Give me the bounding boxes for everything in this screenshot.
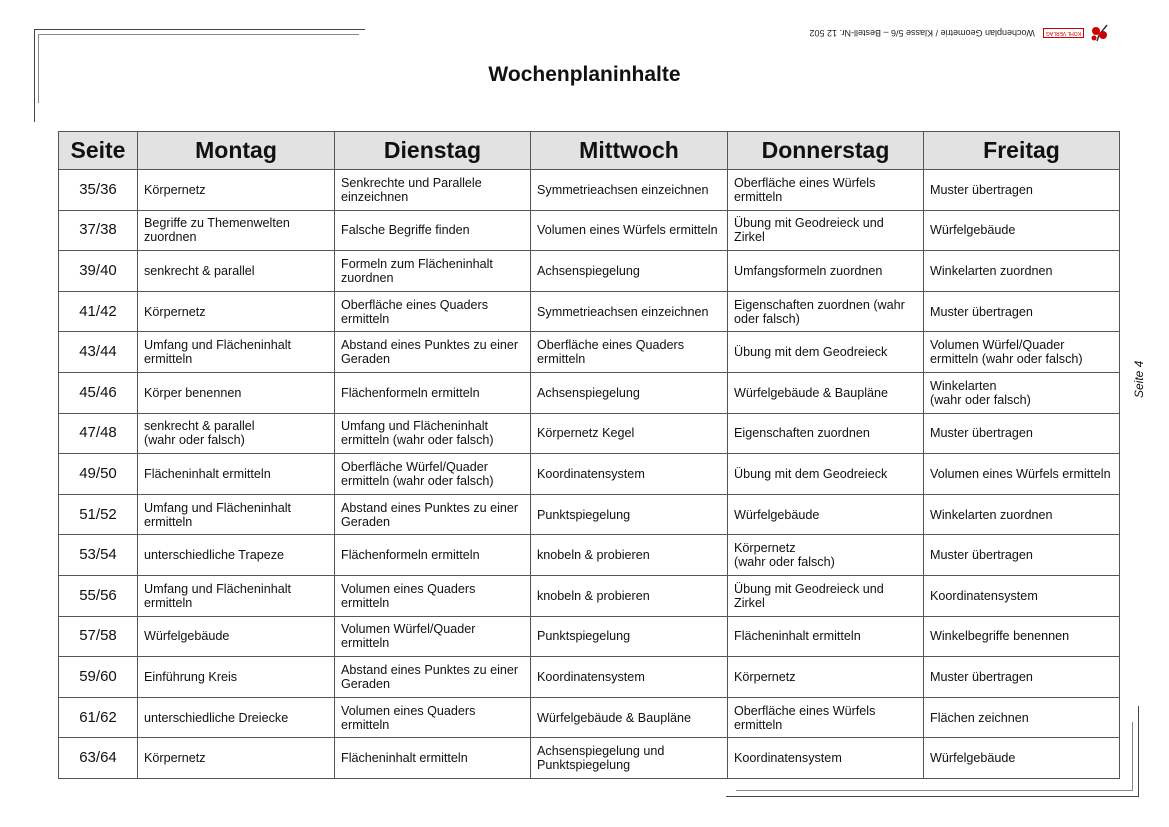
table-cell: Übung mit dem Geodreieck	[728, 454, 924, 495]
table-cell: Volumen eines Quaders ermitteln	[335, 575, 531, 616]
table-cell: Umfang und Flächeninhalt ermitteln (wahr oder falsch)	[335, 413, 531, 454]
table-cell: Volumen eines Quaders ermitteln	[335, 697, 531, 738]
table-cell: Oberfläche eines Würfels ermitteln	[728, 170, 924, 211]
table-cell: Umfangsformeln zuordnen	[728, 251, 924, 292]
table-cell: Koordinatensystem	[924, 575, 1120, 616]
table-cell: Körpernetz	[138, 291, 335, 332]
table-row	[59, 616, 1120, 657]
table-cell: Oberfläche eines Würfels ermitteln	[728, 697, 924, 738]
table-cell: Würfelgebäude	[924, 210, 1120, 251]
table-cell: Winkelarten (wahr oder falsch)	[924, 372, 1120, 413]
table-cell: Volumen Würfel/Quader ermitteln (wahr oder falsch)	[924, 332, 1120, 373]
page-range-cell: 51/52	[59, 494, 138, 535]
table-cell: unterschiedliche Trapeze	[138, 535, 335, 576]
page-range-cell: 39/40	[59, 251, 138, 292]
page-range-cell: 35/36	[59, 170, 138, 211]
table-cell: Würfelgebäude & Baupläne	[531, 697, 728, 738]
page-range-cell: 49/50	[59, 454, 138, 495]
table-row	[59, 535, 1120, 576]
table-cell: Übung mit Geodreieck und Zirkel	[728, 575, 924, 616]
table-cell: Flächen zeichnen	[924, 697, 1120, 738]
table-cell: Würfelgebäude	[728, 494, 924, 535]
table-cell: Winkelarten zuordnen	[924, 251, 1120, 292]
table-cell: Formeln zum Flächeninhalt zuordnen	[335, 251, 531, 292]
table-row	[59, 494, 1120, 535]
table-cell: unterschiedliche Dreiecke	[138, 697, 335, 738]
page-range-cell: 57/58	[59, 616, 138, 657]
dienstag-header: Dienstag	[335, 132, 531, 170]
page-number-label: Seite 4	[1132, 360, 1146, 398]
table-cell: Achsenspiegelung	[531, 372, 728, 413]
table-cell: Abstand eines Punktes zu einer Geraden	[335, 332, 531, 373]
publisher-logo	[1043, 22, 1110, 44]
table-header-row	[59, 132, 1120, 170]
table-cell: Übung mit dem Geodreieck	[728, 332, 924, 373]
table-row	[59, 738, 1120, 779]
table-cell: Eigenschaften zuordnen	[728, 413, 924, 454]
table-cell: Senkrechte und Parallele einzeichnen	[335, 170, 531, 211]
table-cell: Flächeninhalt ermitteln	[138, 454, 335, 495]
table-cell: Körpernetz Kegel	[531, 413, 728, 454]
table-cell: Flächenformeln ermitteln	[335, 372, 531, 413]
table-cell: Oberfläche Würfel/Quader ermitteln (wahr oder falsch)	[335, 454, 531, 495]
table-row	[59, 332, 1120, 373]
table-cell: knobeln & probieren	[531, 575, 728, 616]
table-row	[59, 697, 1120, 738]
table-cell: Oberfläche eines Quaders ermitteln	[335, 291, 531, 332]
table-cell: Flächeninhalt ermitteln	[335, 738, 531, 779]
table-cell: Umfang und Flächeninhalt ermitteln	[138, 332, 335, 373]
table-cell: senkrecht & parallel	[138, 251, 335, 292]
table-cell: Oberfläche eines Quaders ermitteln	[531, 332, 728, 373]
table-cell: Punktspiegelung	[531, 494, 728, 535]
table-cell: Würfelgebäude	[138, 616, 335, 657]
table-cell: knobeln & probieren	[531, 535, 728, 576]
header-text: Wochenplan Geometrie / Klasse 5/6 – Bestell-Nr. 12 502	[809, 28, 1035, 38]
table-row	[59, 372, 1120, 413]
table-cell: Symmetrieachsen einzeichnen	[531, 291, 728, 332]
table-cell: Achsenspiegelung	[531, 251, 728, 292]
table-cell: Muster übertragen	[924, 291, 1120, 332]
table-cell: Würfelgebäude & Baupläne	[728, 372, 924, 413]
table-cell: Körpernetz (wahr oder falsch)	[728, 535, 924, 576]
seite-header: Seite	[59, 132, 138, 170]
weekly-plan-table	[58, 131, 1120, 779]
table-cell: Körpernetz	[728, 657, 924, 698]
table-cell: Koordinatensystem	[728, 738, 924, 779]
donnerstag-header: Donnerstag	[728, 132, 924, 170]
page-range-cell: 37/38	[59, 210, 138, 251]
table-cell: Übung mit Geodreieck und Zirkel	[728, 210, 924, 251]
table-cell: Symmetrieachsen einzeichnen	[531, 170, 728, 211]
table-body	[59, 170, 1120, 779]
table-cell: senkrecht & parallel (wahr oder falsch)	[138, 413, 335, 454]
montag-header: Montag	[138, 132, 335, 170]
table-cell: Begriffe zu Themenwelten zuordnen	[138, 210, 335, 251]
table-cell: Volumen eines Würfels ermitteln	[924, 454, 1120, 495]
table-cell: Winkelbegriffe benennen	[924, 616, 1120, 657]
table-cell: Flächeninhalt ermitteln	[728, 616, 924, 657]
table-row	[59, 657, 1120, 698]
freitag-header: Freitag	[924, 132, 1120, 170]
table-cell: Winkelarten zuordnen	[924, 494, 1120, 535]
table-row	[59, 291, 1120, 332]
table-cell: Falsche Begriffe finden	[335, 210, 531, 251]
page-title: Wochenplaninhalte	[488, 63, 681, 86]
page-range-cell: 55/56	[59, 575, 138, 616]
table-row	[59, 454, 1120, 495]
table-cell: Muster übertragen	[924, 413, 1120, 454]
table-cell: Würfelgebäude	[924, 738, 1120, 779]
page-range-cell: 41/42	[59, 291, 138, 332]
table-cell: Körper benennen	[138, 372, 335, 413]
table-row	[59, 170, 1120, 211]
table-cell: Muster übertragen	[924, 657, 1120, 698]
table-cell: Körpernetz	[138, 170, 335, 211]
page-range-cell: 45/46	[59, 372, 138, 413]
table-cell: Punktspiegelung	[531, 616, 728, 657]
table-cell: Volumen Würfel/Quader ermitteln	[335, 616, 531, 657]
table-row	[59, 210, 1120, 251]
publisher-header	[760, 18, 1110, 48]
table-row	[59, 413, 1120, 454]
table-cell: Muster übertragen	[924, 170, 1120, 211]
table-cell: Eigenschaften zuordnen (wahr oder falsch)	[728, 291, 924, 332]
page-range-cell: 61/62	[59, 697, 138, 738]
mittwoch-header: Mittwoch	[531, 132, 728, 170]
page-range-cell: 43/44	[59, 332, 138, 373]
table-row	[59, 575, 1120, 616]
table-cell: Abstand eines Punktes zu einer Geraden	[335, 494, 531, 535]
table-cell: Achsenspiegelung und Punktspiegelung	[531, 738, 728, 779]
table-cell: Koordinatensystem	[531, 454, 728, 495]
table-cell: Koordinatensystem	[531, 657, 728, 698]
page-range-cell: 59/60	[59, 657, 138, 698]
table-cell: Umfang und Flächeninhalt ermitteln	[138, 494, 335, 535]
table-row	[59, 251, 1120, 292]
table-cell: Abstand eines Punktes zu einer Geraden	[335, 657, 531, 698]
table-cell: Muster übertragen	[924, 535, 1120, 576]
publisher-box: KOHL VERLAG	[1043, 28, 1084, 38]
table-cell: Flächenformeln ermitteln	[335, 535, 531, 576]
table-cell: Körpernetz	[138, 738, 335, 779]
table-cell: Umfang und Flächeninhalt ermitteln	[138, 575, 335, 616]
page-range-cell: 47/48	[59, 413, 138, 454]
table-cell: Einführung Kreis	[138, 657, 335, 698]
page-range-cell: 53/54	[59, 535, 138, 576]
table-cell: Volumen eines Würfels ermitteln	[531, 210, 728, 251]
tree-logo-icon	[1088, 22, 1110, 44]
page-range-cell: 63/64	[59, 738, 138, 779]
